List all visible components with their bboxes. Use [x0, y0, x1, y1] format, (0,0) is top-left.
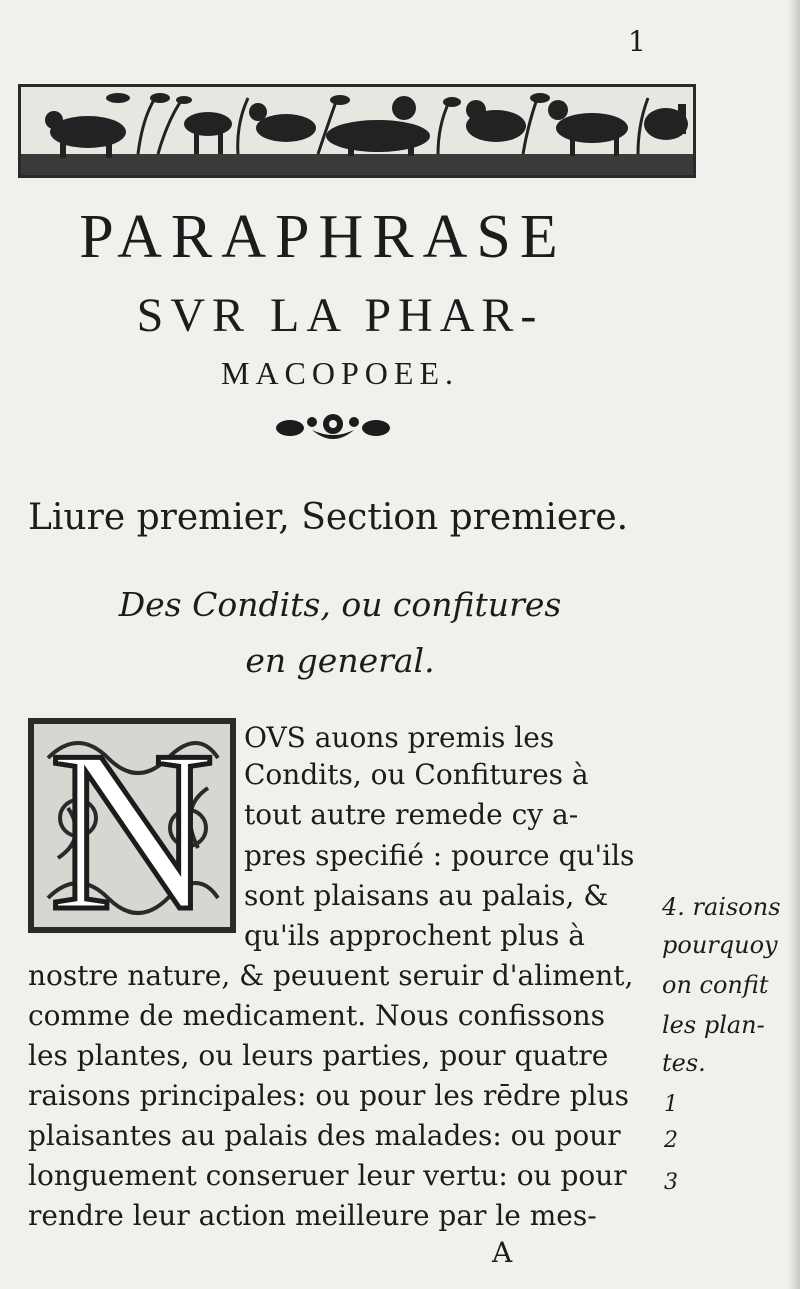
margin-number: 3: [664, 1170, 678, 1195]
body-line: plaisantes au palais des malades: ou pour: [28, 1119, 621, 1152]
subheading-line-2: en general.: [245, 641, 435, 680]
subheading-line-1: Des Condits, ou confitures: [118, 585, 562, 624]
body-line: comme de medicament. Nous confissons: [28, 999, 605, 1032]
page-number: 1: [628, 25, 646, 58]
body-line: pres specifié : pource qu'ils: [244, 839, 635, 872]
page-edge-shadow: [788, 0, 800, 1289]
body-line: rendre leur action meilleure par le mes-: [28, 1199, 597, 1232]
margin-note-line: les plan-: [662, 1011, 765, 1039]
body-line: les plantes, ou leurs parties, pour quatre: [28, 1039, 609, 1072]
body-line: nostre nature, & peuuent seruir d'aliment,: [28, 959, 634, 992]
woodcut-headpiece: [18, 84, 696, 178]
margin-note-line: 4. raisons: [662, 893, 781, 921]
body-line: longuement conseruer leur vertu: ou pour: [28, 1159, 627, 1192]
body-line: OVS auons premis les: [244, 721, 555, 754]
dropcap-initial: [28, 718, 236, 933]
title-line-2: SVR LA PHAR-: [136, 289, 544, 342]
margin-note-line: pourquoy: [662, 931, 778, 959]
dropcap-letter: N: [48, 718, 216, 933]
section-heading: Liure premier, Section premiere.: [28, 497, 629, 538]
margin-note-line: on confit: [662, 971, 769, 999]
fleuron-ornament: [272, 410, 394, 448]
body-line: sont plaisans au palais, &: [244, 879, 609, 912]
margin-note-line: tes.: [662, 1049, 706, 1077]
body-line: tout autre remede cy a-: [244, 798, 579, 831]
title-line-1: PARAPHRASE: [79, 203, 567, 271]
title-line-3: MACOPOEE.: [220, 355, 459, 391]
body-line: raisons principales: ou pour les rēdre plus: [28, 1079, 630, 1112]
body-line: Condits, ou Confitures à: [244, 758, 589, 791]
signature-mark: A: [492, 1236, 513, 1269]
margin-number: 1: [664, 1092, 678, 1117]
margin-number: 2: [664, 1128, 678, 1153]
body-line: qu'ils approchent plus à: [244, 919, 585, 952]
